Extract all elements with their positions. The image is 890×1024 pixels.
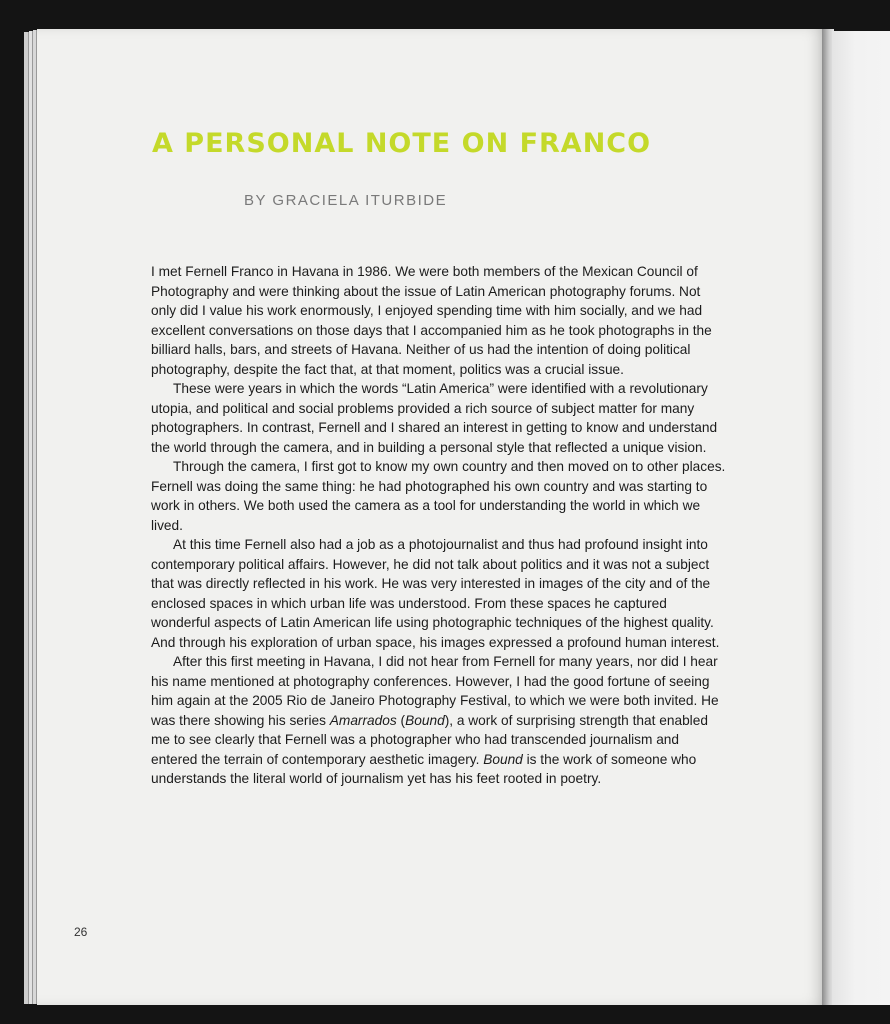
page-number: 26 (74, 925, 88, 939)
work-title-italic: Amarrados (329, 712, 397, 728)
right-page (832, 31, 890, 1005)
work-title-italic: Bound (405, 712, 445, 728)
paragraph-4: At this time Fernell also had a job as a photojournalist and thus had profound insight into contemporary political affairs. However, he did not talk about politics and it was not a subject that was directly reflected in his work. He was very interested in images of the city and of the enclosed spaces in which urban life was understood. From these spaces he captured wonderful aspects of Latin American life using photographic techniques of the highest quality. And through his exploration of urban space, his images expressed a profound human interest. (151, 537, 720, 650)
article-title: A PERSONAL NOTE ON FRANCO (152, 128, 652, 159)
article-body (151, 262, 729, 789)
paragraph-5: After this first meeting in Havana, I did not hear from Fernell for many years, nor did I hear his name mentioned at photography conferences. However, I had the good fortune of seeing him again at the 2005 Rio de Janeiro Photography Festival, to which we were both invited. He was there showing his series Amarrados (Bound), a work of surprising strength that enabled me to see clearly that Fernell was a photographer who had transcended journalism and entered the terrain of contemporary aesthetic imagery. Bound is the work of someone who understands the literal world of journalism yet has his feet rooted in poetry. (151, 654, 719, 786)
paragraph-1: I met Fernell Franco in Havana in 1986. We were both members of the Mexican Council of Photography and were thinking about the issue of Latin American photography forums. Not only did I value his work enormously, I enjoyed spending time with him socially, and we had excellent conversations on those days that I accompanied him as he took photographs in the billiard halls, bars, and streets of Havana. Neither of us had the intention of doing political photography, despite the fact that, at that moment, politics was a crucial issue. (151, 264, 712, 377)
paragraph-2: These were years in which the words “Latin America” were identified with a revolutionary utopia, and political and social problems provided a rich source of subject matter for many photographers. In contrast, Fernell and I shared an interest in getting to know and understand the world through the camera, and in building a personal style that reflected a unique vision. (151, 381, 718, 455)
paragraph-3: Through the camera, I first got to know my own country and then moved on to other places. Fernell was doing the same thing: he had photographed his own country and was starting to work in others. We both used the camera as a tool for understanding the world in which we lived. (151, 459, 726, 533)
work-title-italic: Bound (483, 751, 523, 767)
article-byline: BY GRACIELA ITURBIDE (244, 192, 448, 209)
